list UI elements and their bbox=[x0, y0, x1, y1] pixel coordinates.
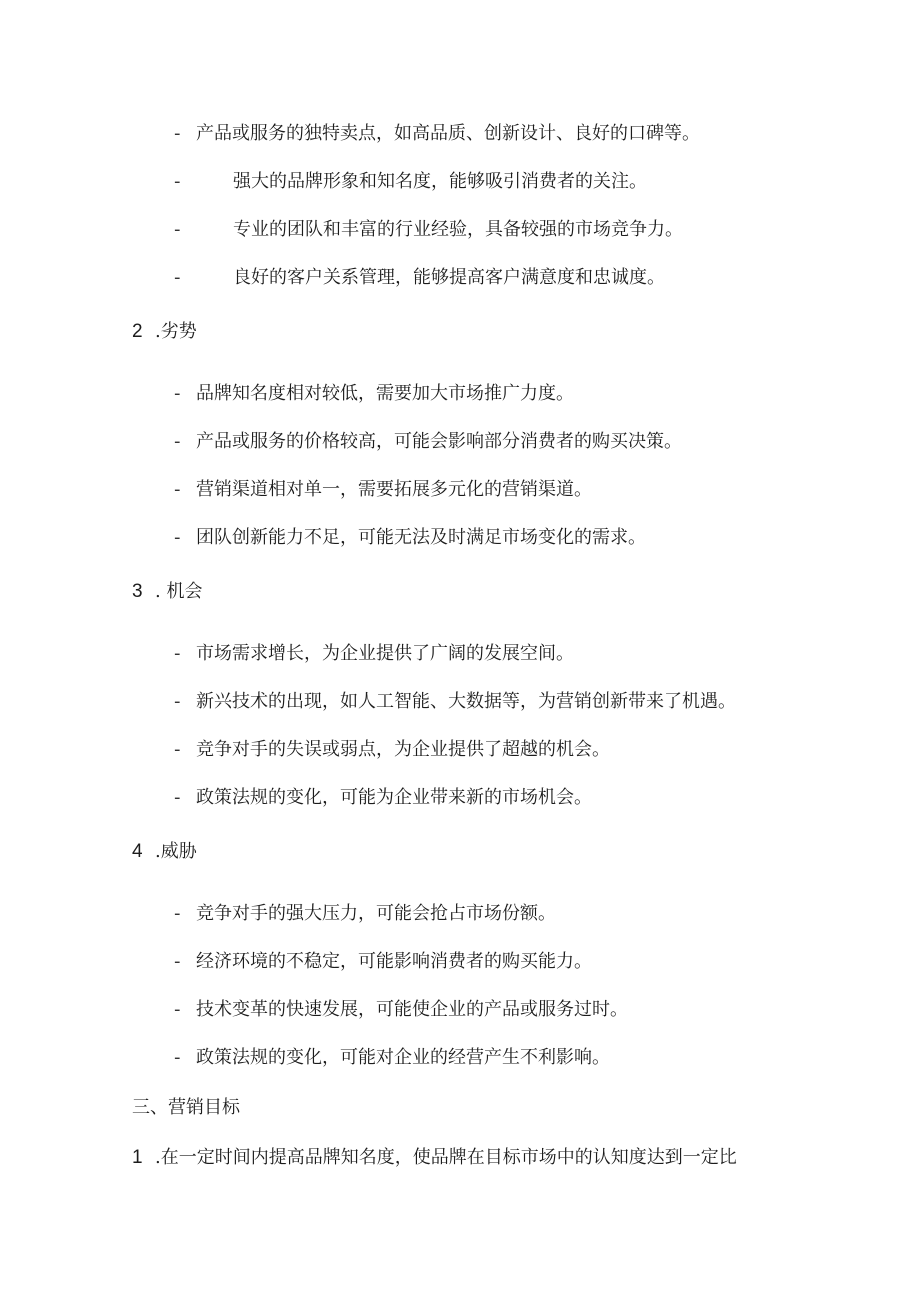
threat-item: 经济环境的不稳定，可能影响消费者的购买能力。 bbox=[196, 951, 592, 972]
threat-item: 技术变革的快速发展，可能使企业的产品或服务过时。 bbox=[196, 999, 628, 1020]
bullet-dash: - bbox=[174, 123, 181, 144]
strength-item: 产品或服务的独特卖点，如高品质、创新设计、良好的口碑等。 bbox=[196, 123, 700, 144]
section-number: 4 bbox=[132, 841, 143, 862]
strength-item: 专业的团队和丰富的行业经验，具备较强的市场竞争力。 bbox=[233, 219, 683, 240]
opportunity-item: 政策法规的变化，可能为企业带来新的市场机会。 bbox=[196, 787, 592, 808]
strength-item: 强大的品牌形象和知名度，能够吸引消费者的关注。 bbox=[233, 171, 647, 192]
bullet-dash: - bbox=[174, 999, 181, 1020]
bullet-dash: - bbox=[174, 383, 181, 404]
threat-item: 政策法规的变化，可能对企业的经营产生不利影响。 bbox=[196, 1047, 610, 1068]
bullet-dash: - bbox=[174, 787, 181, 808]
section-heading-marketing-goals: 三、营销目标 bbox=[132, 1097, 240, 1118]
bullet-dash: - bbox=[174, 431, 181, 452]
weakness-item: 产品或服务的价格较高，可能会影响部分消费者的购买决策。 bbox=[196, 431, 682, 452]
section-number: 2 bbox=[132, 321, 143, 342]
opportunity-item: 竞争对手的失误或弱点，为企业提供了超越的机会。 bbox=[196, 739, 610, 760]
section-title-weaknesses: .劣势 bbox=[155, 321, 197, 342]
opportunity-item: 新兴技术的出现，如人工智能、大数据等，为营销创新带来了机遇。 bbox=[196, 691, 736, 712]
bullet-dash: - bbox=[174, 527, 181, 548]
weakness-item: 团队创新能力不足，可能无法及时满足市场变化的需求。 bbox=[196, 527, 646, 548]
bullet-dash: - bbox=[174, 171, 181, 192]
bullet-dash: - bbox=[174, 643, 181, 664]
threat-item: 竞争对手的强大压力，可能会抢占市场份额。 bbox=[196, 903, 556, 924]
section-number: 3 bbox=[132, 581, 143, 602]
bullet-dash: - bbox=[174, 903, 181, 924]
goal-number: 1 bbox=[132, 1147, 143, 1168]
weakness-item: 品牌知名度相对较低，需要加大市场推广力度。 bbox=[196, 383, 574, 404]
bullet-dash: - bbox=[174, 691, 181, 712]
bullet-dash: - bbox=[174, 219, 181, 240]
strength-item: 良好的客户关系管理，能够提高客户满意度和忠诚度。 bbox=[233, 267, 665, 288]
weakness-item: 营销渠道相对单一，需要拓展多元化的营销渠道。 bbox=[196, 479, 592, 500]
bullet-dash: - bbox=[174, 1047, 181, 1068]
bullet-dash: - bbox=[174, 951, 181, 972]
bullet-dash: - bbox=[174, 739, 181, 760]
goal-text: .在一定时间内提高品牌知名度，使品牌在目标市场中的认知度达到一定比 bbox=[155, 1147, 737, 1168]
section-title-threats: .威胁 bbox=[155, 841, 197, 862]
opportunity-item: 市场需求增长，为企业提供了广阔的发展空间。 bbox=[196, 643, 574, 664]
section-title-opportunities: . 机会 bbox=[155, 581, 203, 602]
bullet-dash: - bbox=[174, 479, 181, 500]
bullet-dash: - bbox=[174, 267, 181, 288]
